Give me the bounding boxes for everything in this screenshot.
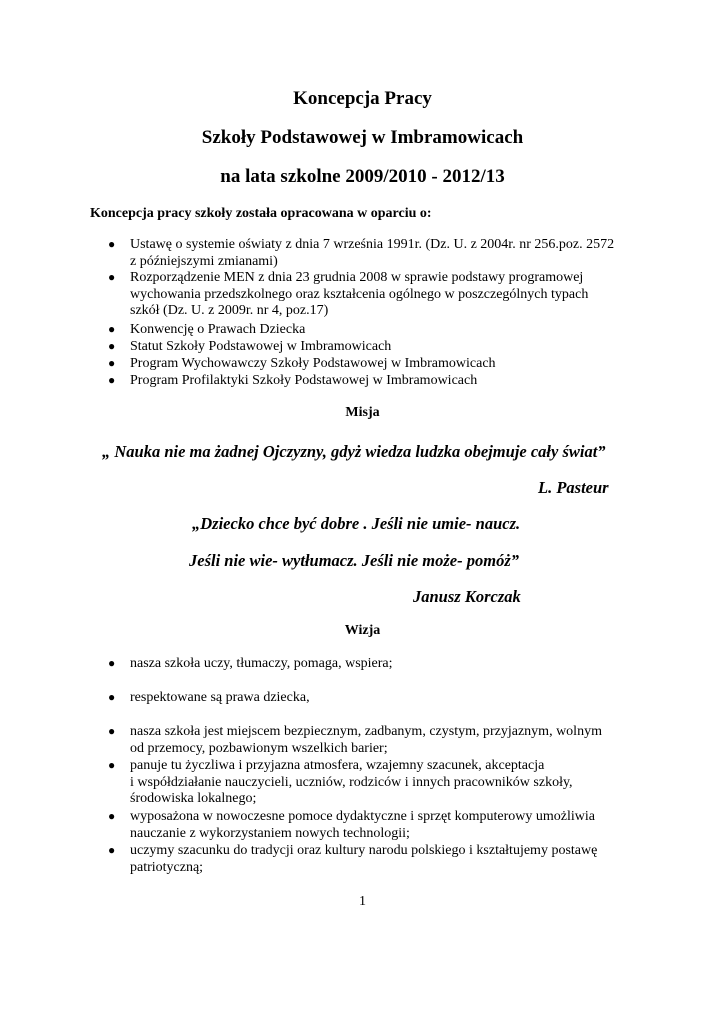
list-item-text: wychowania przedszkolnego oraz kształcenia ogólnego w poszczególnych typach <box>130 286 589 302</box>
bullet-icon: ● <box>108 356 116 370</box>
document-subtitle-years: na lata szkolne 2009/2010 - 2012/13 <box>220 166 505 187</box>
mission-heading: Misja <box>345 405 380 420</box>
list-item-text: respektowane są prawa dziecka, <box>130 690 310 705</box>
list-item-text: nasza szkoła uczy, tłumaczy, pomaga, wspiera; <box>130 656 393 671</box>
list-item-text: Konwencję o Prawach Dziecka <box>130 322 306 337</box>
list-item-text: Statut Szkoły Podstawowej w Imbramowicach <box>130 339 392 354</box>
bullet-icon: ● <box>108 270 116 284</box>
bullet-icon: ● <box>108 656 116 670</box>
list-item-text: środowiska lokalnego; <box>130 791 257 806</box>
list-item-text: nauczanie z wykorzystaniem nowych technologii; <box>130 825 410 841</box>
bullet-icon: ● <box>108 690 116 704</box>
list-item-text: Ustawę o systemie oświaty z dnia 7 września 1991r. (Dz. U. z 2004r. nr 256.poz. 2572 <box>130 237 615 252</box>
list-item-text: Program Profilaktyki Szkoły Podstawowej w Imbramowicach <box>130 373 478 388</box>
document-subtitle-school: Szkoły Podstawowej w Imbramowicach <box>201 127 524 148</box>
intro-text: Koncepcja pracy szkoły została opracowana w oparciu o: <box>90 206 432 221</box>
bullet-icon: ● <box>108 373 116 387</box>
list-item-text: patriotyczną; <box>130 859 204 875</box>
page-number: 1 <box>359 894 366 909</box>
list-item-text: panuje tu życzliwa i przyjazna atmosfera, wzajemny szacunek, akceptacja <box>130 758 545 773</box>
vision-heading: Wizja <box>344 623 381 638</box>
mission-quote-korczak-line1: „Dziecko chce być dobre . Jeśli nie umie- naucz. <box>192 514 521 533</box>
bullet-icon: ● <box>108 339 116 353</box>
mission-author-korczak: Janusz Korczak <box>413 587 521 606</box>
list-item-text: i współdziałanie nauczycieli, uczniów, rodziców i innych pracowników szkoły, <box>130 774 573 790</box>
list-item-text: Program Wychowawczy Szkoły Podstawowej w Imbramowicach <box>130 356 496 371</box>
bullet-icon: ● <box>108 843 116 857</box>
bullet-icon: ● <box>108 322 116 336</box>
list-item-text: od przemocy, pozbawionym wszelkich barier; <box>130 740 388 756</box>
list-item-text: szkół (Dz. U. z 2009r. nr 4, poz.17) <box>130 303 329 318</box>
list-item-text: nasza szkoła jest miejscem bezpiecznym, zadbanym, czystym, przyjaznym, wolnym <box>130 724 602 739</box>
bullet-icon: ● <box>108 809 116 823</box>
mission-quote-pasteur: „ Nauka nie ma żadnej Ojczyzny, gdyż wiedza ludzka obejmuje cały świat” <box>102 442 606 461</box>
list-item-text: z późniejszymi zmianami) <box>130 253 278 269</box>
bullet-icon: ● <box>108 237 116 251</box>
list-item-text: uczymy szacunku do tradycji oraz kultury narodu polskiego i kształtujemy postawę <box>130 843 598 858</box>
document-title: Koncepcja Pracy <box>293 88 432 109</box>
mission-author-pasteur: L. Pasteur <box>538 478 609 497</box>
mission-quote-korczak-line2: Jeśli nie wie- wytłumacz. Jeśli nie może- pomóż” <box>189 551 519 570</box>
list-item-text: Rozporządzenie MEN z dnia 23 grudnia 2008 w sprawie podstawy programowej <box>130 270 584 285</box>
list-item-text: wyposażona w nowoczesne pomoce dydaktyczne i sprzęt komputerowy umożliwia <box>130 809 595 824</box>
bullet-icon: ● <box>108 724 116 738</box>
bullet-icon: ● <box>108 758 116 772</box>
